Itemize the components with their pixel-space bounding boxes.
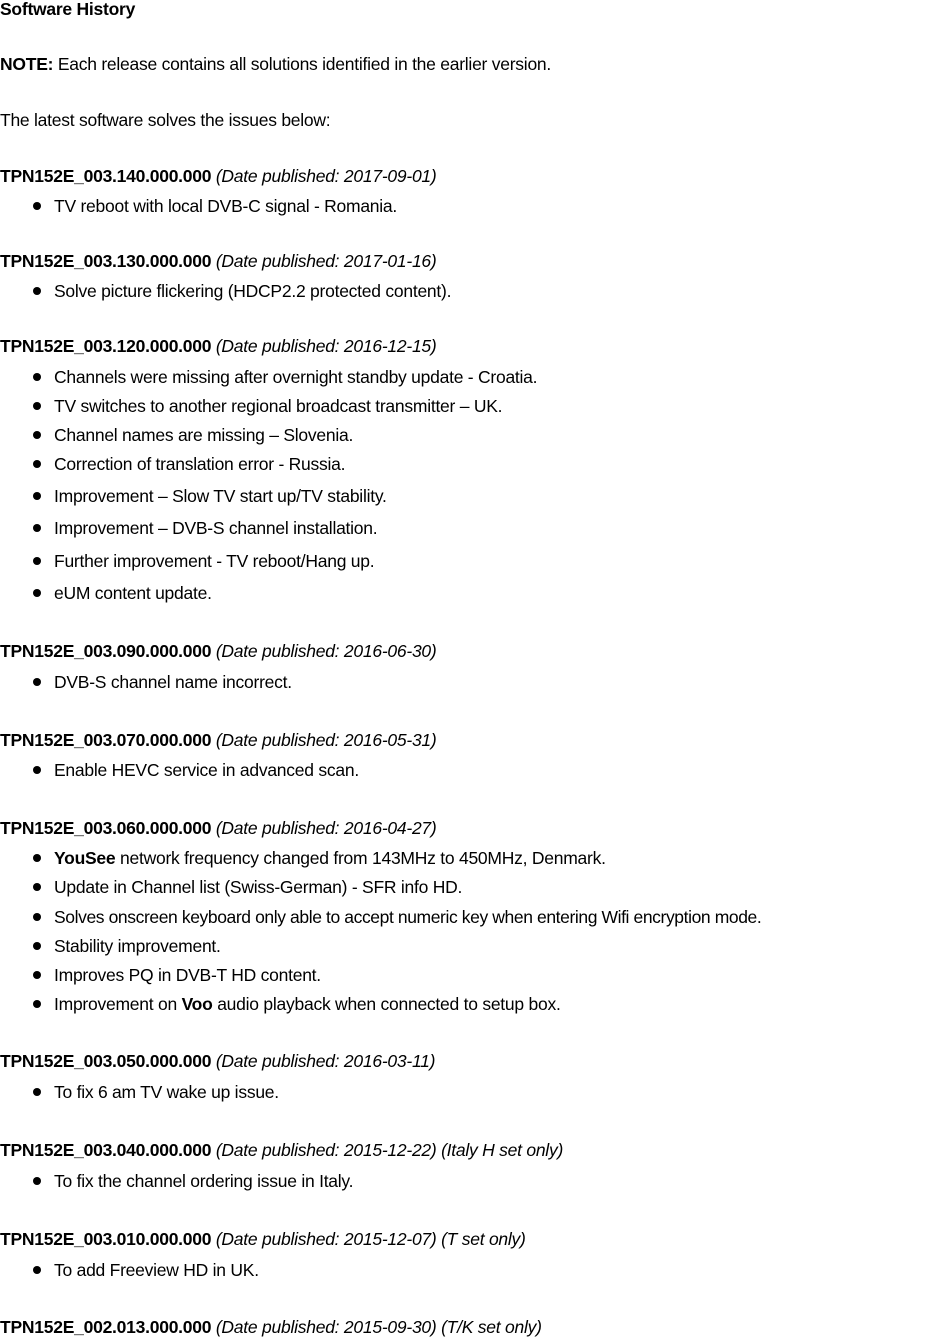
release-version: TPN152E_003.120.000.000 <box>0 336 212 356</box>
release-date: (Date published: 2016-03-11) <box>211 1051 436 1071</box>
release-header <box>0 1228 526 1250</box>
list-item-text: TV reboot with local DVB-C signal - Romania. <box>54 196 398 216</box>
list-item-text: Update in Channel list (Swiss-German) - SFR info HD. <box>54 877 463 897</box>
bullet-icon <box>33 557 41 565</box>
brand-voo: Voo <box>181 994 213 1014</box>
list-item-text: DVB-S channel name incorrect. <box>54 672 292 692</box>
list-item-text: Improvement on Voo audio playback when connected to setup box. <box>54 994 561 1014</box>
bullet-icon <box>33 524 41 532</box>
bullet-icon <box>33 402 41 410</box>
release-header <box>0 250 437 272</box>
release-date: (Date published: 2016-06-30) <box>211 641 437 661</box>
list-item-text: Improvement – Slow TV start up/TV stability. <box>54 486 387 506</box>
list-item-text: eUM content update. <box>54 583 212 603</box>
release-header <box>0 165 437 187</box>
bullet-icon <box>33 678 41 686</box>
bullet-icon <box>33 1266 41 1274</box>
release-header <box>0 1316 542 1338</box>
note-label: NOTE: <box>0 54 54 74</box>
bullet-icon <box>33 431 41 439</box>
bullet-icon <box>33 589 41 597</box>
bullet-icon <box>33 913 41 921</box>
release-version: TPN152E_003.050.000.000 <box>0 1051 212 1071</box>
release-date: (Date published: 2017-09-01) <box>211 166 437 186</box>
brand-yousee: YouSee <box>54 848 116 868</box>
list-item-text: Channels were missing after overnight standby update - Croatia. <box>54 367 538 387</box>
release-header <box>0 1050 435 1072</box>
bullet-icon <box>33 373 41 381</box>
list-item-text: Enable HEVC service in advanced scan. <box>54 760 359 780</box>
release-version: TPN152E_003.060.000.000 <box>0 818 212 838</box>
bullet-icon <box>33 942 41 950</box>
bullet-icon <box>33 971 41 979</box>
release-date: (Date published: 2015-12-07) (T set only) <box>211 1229 526 1249</box>
release-date: (Date published: 2015-09-30) (T/K set only) <box>211 1317 542 1337</box>
bullet-icon <box>33 883 41 891</box>
release-header <box>0 1139 563 1161</box>
release-header <box>0 335 437 357</box>
release-date: (Date published: 2016-12-15) <box>211 336 437 356</box>
release-date: (Date published: 2017-01-16) <box>211 251 437 271</box>
list-item-text: Correction of translation error - Russia. <box>54 454 346 474</box>
note-line <box>0 53 551 75</box>
note-text: Each release contains all solutions identified in the earlier version. <box>53 54 552 74</box>
bullet-icon <box>33 287 41 295</box>
release-version: TPN152E_003.140.000.000 <box>0 166 212 186</box>
list-item-text: Solves onscreen keyboard only able to accept numeric key when entering Wifi encryption mode. <box>54 907 762 927</box>
release-version: TPN152E_003.070.000.000 <box>0 730 212 750</box>
bullet-icon <box>33 1088 41 1096</box>
release-version: TPN152E_003.010.000.000 <box>0 1229 212 1249</box>
intro-text: The latest software solves the issues below: <box>0 110 331 130</box>
release-date: (Date published: 2015-12-22) (Italy H set only) <box>211 1140 564 1160</box>
bullet-icon <box>33 1177 41 1185</box>
bullet-icon <box>33 854 41 862</box>
release-version: TPN152E_002.013.000.000 <box>0 1317 212 1337</box>
list-item-text: Channel names are missing – Slovenia. <box>54 425 354 445</box>
list-item-text: To fix the channel ordering issue in Italy. <box>54 1171 354 1191</box>
page-title: Software History <box>0 0 136 19</box>
list-item-text: Improvement – DVB-S channel installation. <box>54 518 378 538</box>
release-date: (Date published: 2016-05-31) <box>211 730 437 750</box>
list-item-text: Stability improvement. <box>54 936 221 956</box>
bullet-icon <box>33 460 41 468</box>
list-item-text: Further improvement - TV reboot/Hang up. <box>54 551 375 571</box>
release-header <box>0 729 437 751</box>
list-item-text: Improves PQ in DVB-T HD content. <box>54 965 321 985</box>
release-header <box>0 817 437 839</box>
bullet-icon <box>33 766 41 774</box>
list-item-text: Solve picture flickering (HDCP2.2 protected content). <box>54 281 452 301</box>
release-version: TPN152E_003.130.000.000 <box>0 251 212 271</box>
bullet-icon <box>33 1000 41 1008</box>
list-item-text: YouSee network frequency changed from 143MHz to 450MHz, Denmark. <box>54 848 606 868</box>
list-item-text: TV switches to another regional broadcast transmitter – UK. <box>54 396 503 416</box>
list-item-text: To add Freeview HD in UK. <box>54 1260 259 1280</box>
release-header <box>0 640 437 662</box>
release-date: (Date published: 2016-04-27) <box>211 818 437 838</box>
release-version: TPN152E_003.090.000.000 <box>0 641 212 661</box>
bullet-icon <box>33 202 41 210</box>
bullet-icon <box>33 492 41 500</box>
list-item-text: To fix 6 am TV wake up issue. <box>54 1082 279 1102</box>
release-version: TPN152E_003.040.000.000 <box>0 1140 212 1160</box>
